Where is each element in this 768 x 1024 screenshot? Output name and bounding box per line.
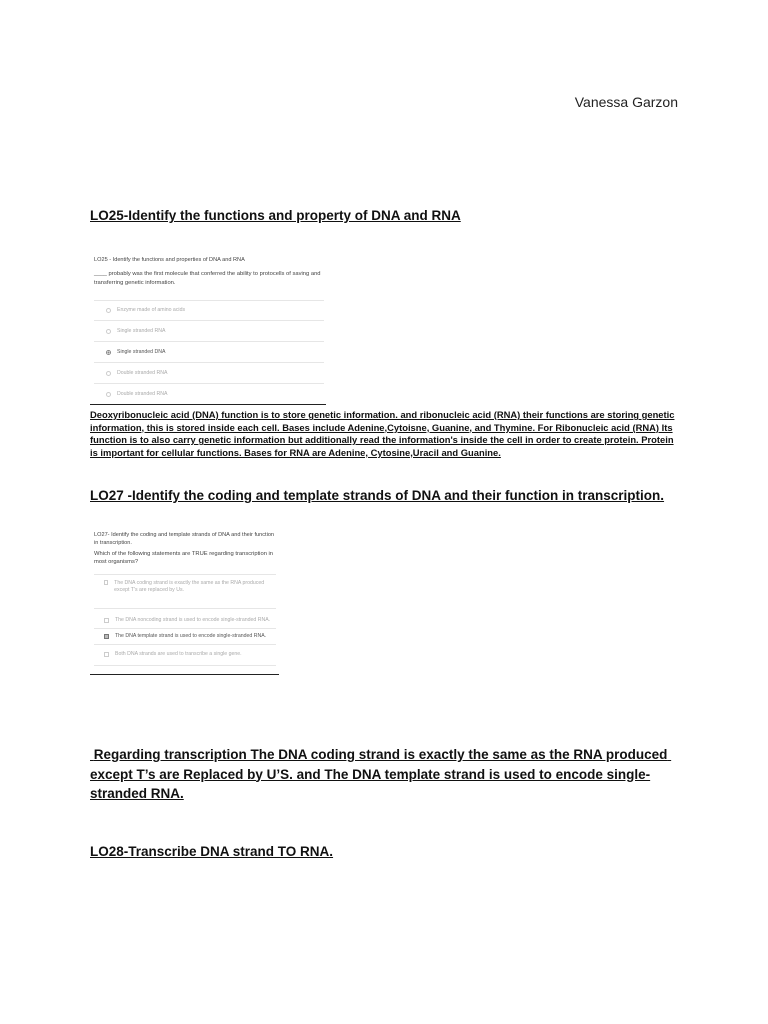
- lo25-option-3-selected[interactable]: Single stranded DNA: [106, 349, 165, 355]
- radio-icon: [106, 392, 111, 397]
- radio-icon: [106, 329, 111, 334]
- lo25-answer-text: Deoxyribonucleic acid (DNA) function is to store genetic information. and ribonucleic acid (RNA) their functions are storing genetic information, this is stored inside each cell. Bases include Adenine,Cytoisne, Guanine, and Thymine. For Ribonucleic acid (RNA) Its function is to also carry genetic information but additionally read the information's inside the cell in order to create protein. Protein is important for cellular functions. Bases for RNA are Adenine, Cytosine,Uracil and Guanine.: [90, 409, 675, 458]
- lo27-quiz-title: LO27- Identify the coding and template strands of DNA and their function in transcription.: [94, 532, 275, 546]
- author-name: Vanessa Garzon: [574, 94, 678, 110]
- lo27-quiz-screenshot: [90, 528, 278, 670]
- lo25-quiz-screenshot: [90, 250, 326, 400]
- lo27-option-4[interactable]: Both DNA strands are used to transcribe a single gene.: [104, 651, 274, 657]
- lo27-heading: LO27 -Identify the coding and template strands of DNA and their function in transcription.: [90, 488, 665, 503]
- lo25-divider: [90, 404, 326, 405]
- checkbox-icon: [104, 580, 108, 585]
- lo27-answer-text: Regarding transcription The DNA coding strand is exactly the same as the RNA produced except T’s are Replaced by U’S. and The DNA template strand is used to encode single-stranded RNA.: [90, 747, 672, 801]
- lo28-heading: LO28-Transcribe DNA strand TO RNA.: [90, 844, 334, 859]
- lo27-option-3-selected[interactable]: The DNA template strand is used to encode single-stranded RNA.: [104, 633, 274, 639]
- lo25-quiz-title: LO25 - Identify the functions and properties of DNA and RNA: [94, 257, 245, 263]
- lo25-option-4[interactable]: Double stranded RNA: [106, 370, 167, 376]
- lo25-option-5[interactable]: Double stranded RNA: [106, 391, 167, 397]
- lo27-option-1[interactable]: The DNA coding strand is exactly the same as the RNA produced except T's are replaced by Us.: [104, 580, 274, 594]
- checkbox-icon: [104, 618, 109, 623]
- lo27-quiz-prompt: Which of the following statements are TRUE regarding transcription in most organisms?: [94, 551, 274, 565]
- checkbox-icon: [104, 652, 109, 657]
- lo27-option-2[interactable]: The DNA noncoding strand is used to encode single-stranded RNA.: [104, 617, 274, 623]
- lo27-divider: [90, 674, 279, 675]
- lo25-heading: LO25-Identify the functions and property of DNA and RNA: [90, 208, 461, 223]
- radio-icon: [106, 308, 111, 313]
- radio-selected-icon: [106, 350, 111, 355]
- lo25-option-2[interactable]: Single stranded RNA: [106, 328, 165, 334]
- lo25-option-1[interactable]: Enzyme made of amino acids: [106, 307, 185, 313]
- radio-icon: [106, 371, 111, 376]
- checkbox-checked-icon: [104, 634, 109, 639]
- lo25-quiz-prompt: ____ probably was the first molecule that conferred the ability to protocells of saving and transferring genetic information.: [94, 271, 321, 286]
